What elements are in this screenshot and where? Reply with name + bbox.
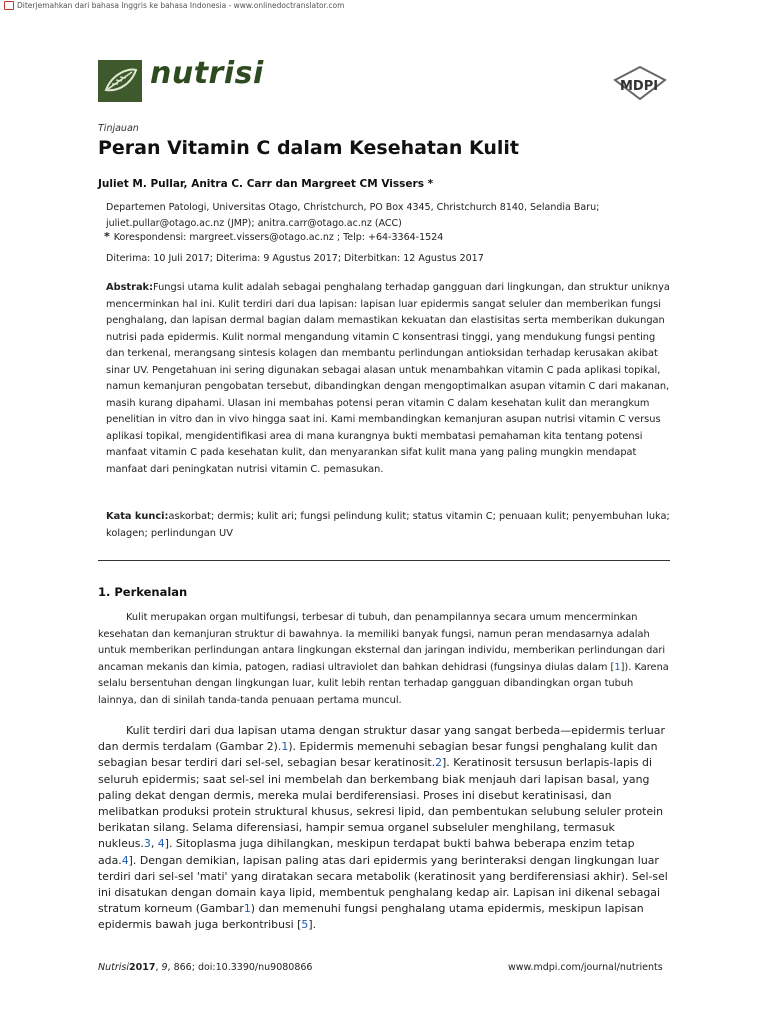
footer-journal: Nutrisi	[98, 962, 129, 973]
citation-link[interactable]: 5	[301, 918, 309, 932]
figure-link[interactable]: 1	[281, 740, 289, 754]
citation-link[interactable]: 4	[157, 837, 165, 851]
journal-name: nutrisi	[150, 56, 264, 91]
footer-year: 2017	[129, 962, 156, 973]
divider	[98, 560, 670, 561]
journal-logo	[98, 60, 142, 102]
text-run: Kulit merupakan organ multifungsi, terbesar di tubuh, dan penampilannya secara umum mencerminkan kesehatan dan kemanjuran struktur di bawahnya. Ia memiliki banyak fungsi, namun peran mendasarnya adalah untuk memberikan perlindungan antara lingkungan eksternal dan jaringan individu, memberikan perlindungan dari ancaman mekanis dan kimia, patogen, radiasi ultraviolet dan bahkan dehidrasi (fungsinya diulas dalam [	[98, 612, 666, 673]
keywords	[106, 509, 674, 542]
footer-doi: , 866; doi:10.3390/nu9080866	[167, 962, 313, 973]
intro-paragraph-2: Kulit terdiri dari dua lapisan utama dengan struktur dasar yang sangat berbeda—epidermis terluar dan dermis terdalam (Gambar 2).1). Epidermis memenuhi sebagian besar fungsi penghalang kulit dan sebagian besar terdiri dari sel-sel, sebagian besar keratinosit.2]. Keratinosit tersusun berlapis-lapis di seluruh epidermis; saat sel-sel ini membelah dan berkembang biak menjauh dari lapisan basal, yang paling dekat dengan dermis, mereka mulai berdiferensiasi. Proses ini disebut keratinisasi, dan melibatkan produksi protein struktural khusus, sekresi lipid, dan pembentukan selubung seluler protein berikatan silang. Selama diferensiasi, hampir semua organel subseluler menghilang, termasuk nukleus.3, 4]. Sitoplasma juga dihilangkan, meskipun terdapat bukti bahwa beberapa enzim tetap ada.4]. Dengan demikian, lapisan paling atas dari epidermis yang berinteraksi dengan lingkungan luar terdiri dari sel-sel 'mati' yang diratakan secara metabolik (keratinosit yang berdiferensiasi akhir). Sel-sel ini disatukan dengan domain kaya lipid, membentuk penghalang kedap air. Lapisan ini dikenal sebagai stratum korneum (Gambar1) dan memenuhi fungsi penghalang utama epidermis, meskipun lapisan epidermis bawah juga berkontribusi [5].	[98, 724, 668, 932]
translator-banner-text[interactable]: Diterjemahkan dari bahasa Inggris ke bahasa Indonesia - www.onlinedoctranslator.com	[17, 0, 345, 10]
citation-link[interactable]: 1	[614, 661, 621, 673]
abstract	[106, 280, 674, 478]
publisher-name: MDPI	[620, 79, 659, 94]
text-run: ]. Dengan demikian, lapisan paling atas dari epidermis yang berinteraksi dengan lingkungan luar terdiri dari sel-sel 'mati' yang diratakan secara metabolik (keratinosit yang berdiferensiasi akhir). Sel-sel ini disatukan dengan domain kaya lipid, membentuk penghalang kedap air. Lapisan ini dikenal sebagai stratum korneum (Gambar	[98, 853, 668, 916]
translator-banner[interactable]	[0, 0, 424, 10]
article-dates: Diterima: 10 Juli 2017; Diterima: 9 Agustus 2017; Diterbitkan: 12 Agustus 2017	[106, 253, 484, 264]
affiliation-line-2: juliet.pullar@otago.ac.nz (JMP); anitra.carr@otago.ac.nz (ACC)	[106, 218, 402, 229]
text-run: ]. Keratinosit tersusun berlapis-lapis di seluruh epidermis; saat sel-sel ini membelah dan berkembang biak menjauh dari lapisan basal, yang paling dekat dengan dermis, mereka mulai berdiferensiasi. Proses ini disebut keratinisasi, dan melibatkan produksi protein struktural khusus, sekresi lipid, dan pembentukan selubung seluler protein berikatan silang. Selama diferensiasi, hampir semua organel subseluler menghilang, termasuk nukleus.	[98, 756, 664, 851]
footer-url[interactable]: www.mdpi.com/journal/nutrients	[508, 962, 663, 973]
citation-link[interactable]: 2	[435, 756, 443, 770]
text-run: ]). Karena selalu bersentuhan dengan lingkungan luar, kulit lebih rentan terhadap gangguan dibandingkan organ tubuh lainnya, dan di sinilah tanda-tanda penuaan pertama muncul.	[98, 661, 669, 706]
keywords-text: askorbat; dermis; kulit ari; fungsi pelindung kulit; status vitamin C; penuaan kulit; penyembuhan luka; kolagen; perlindungan UV	[106, 511, 670, 539]
figure-link[interactable]: 1	[243, 902, 251, 916]
text-run: ].	[308, 918, 317, 932]
keywords-label: Kata kunci:	[106, 511, 169, 522]
abstract-label: Abstrak:	[106, 282, 153, 293]
article-type: Tinjauan	[98, 123, 139, 134]
leaf-logo-icon	[98, 60, 142, 102]
footer-volume: 9	[161, 962, 168, 973]
footer-citation: Nutrisi2017, 9, 866; doi:10.3390/nu9080866	[98, 962, 313, 973]
article-authors: Juliet M. Pullar, Anitra C. Carr dan Margreet CM Vissers *	[98, 178, 434, 190]
corresponding-mark: *	[104, 230, 110, 243]
correspondence	[104, 230, 443, 243]
translate-icon	[4, 1, 14, 10]
citation-link[interactable]: 3	[143, 837, 151, 851]
affiliation-line-1: Departemen Patologi, Universitas Otago, Christchurch, PO Box 4345, Christchurch 8140, Selandia Baru;	[106, 202, 600, 213]
text-run: Kulit terdiri dari dua lapisan utama dengan struktur dasar yang sangat berbeda—epidermis terluar dan dermis terdalam (Gambar 2).	[98, 724, 665, 754]
abstract-text: Fungsi utama kulit adalah sebagai penghalang terhadap gangguan dari lingkungan, dan struktur uniknya mencerminkan hal ini. Kulit terdiri dari dua lapisan: lapisan luar epidermis sangat seluler dan memberikan fungsi penghalang, dan lapisan dermal bagian dalam memastikan kekuatan dan elastisitas serta memberikan dukungan nutrisi pada epidermis. Kulit normal mengandung vitamin C konsentrasi tinggi, yang mendukung fungsi penting dan terkenal, merangsang sintesis kolagen dan membantu perlindungan antioksidan terhadap kerusakan akibat sinar UV. Pengetahuan ini sering digunakan sebagai alasan untuk menambahkan vitamin C pada aplikasi topikal, namun kemanjuran pengobatan tersebut, dibandingkan dengan mengoptimalkan asupan vitamin C dari makanan, masih kurang dipahami. Ulasan ini membahas potensi peran vitamin C dalam kesehatan kulit dan merangkum penelitian in vitro dan in vivo hingga saat ini. Kami membandingkan kemanjuran asupan nutrisi vitamin C versus aplikasi topikal, mengidentifikasi area di mana kurangnya bukti membatasi pemahaman kita tentang potensi manfaat vitamin C pada kesehatan kulit, dan menyarankan sifat kulit mana yang paling mungkin mendapat manfaat dari peningkatan nutrisi vitamin C. pemasukan.	[106, 282, 670, 475]
intro-paragraph-1	[98, 610, 670, 709]
article-title: Peran Vitamin C dalam Kesehatan Kulit	[98, 137, 519, 159]
text-run: ]. Sitoplasma juga dihilangkan, meskipun terdapat bukti bahwa beberapa enzim tetap ada.	[98, 837, 635, 867]
text-run: ). Epidermis memenuhi sebagian besar fungsi penghalang kulit dan sebagian besar terdiri dari sel-sel, sebagian besar keratinosit.	[98, 740, 658, 770]
section-heading: 1. Perkenalan	[98, 585, 188, 599]
correspondence-text: Korespondensi: margreet.vissers@otago.ac.nz ; Telp: +64-3364-1524	[113, 232, 444, 243]
affiliation	[106, 200, 599, 232]
text-run: ) dan memenuhi fungsi penghalang utama epidermis, meskipun lapisan epidermis bawah juga berkontribusi [	[98, 902, 644, 932]
citation-link[interactable]: 4	[121, 853, 129, 867]
